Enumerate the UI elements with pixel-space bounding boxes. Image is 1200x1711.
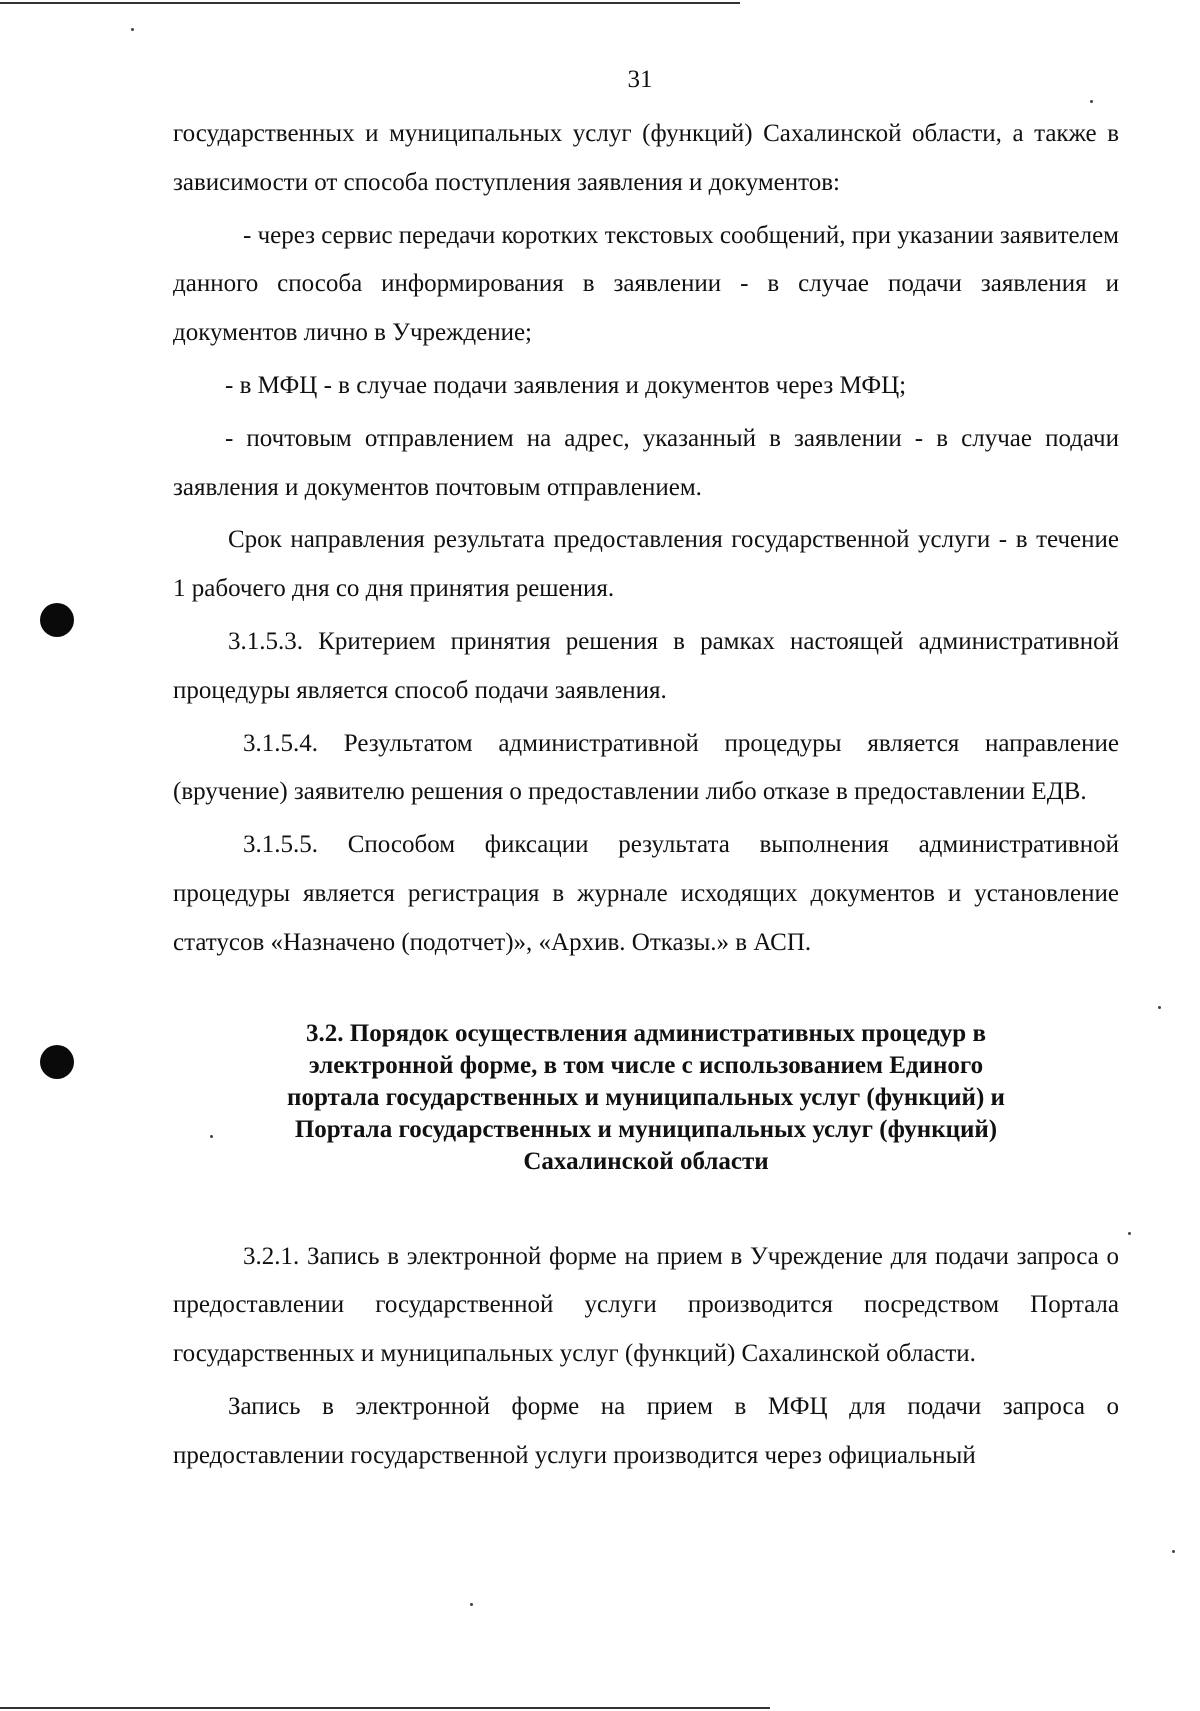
- paragraphs-before: [173, 110, 1119, 968]
- section-heading-line: электронной форме, в том числе с использованием Единого: [308, 1051, 984, 1079]
- paragraph: 3.2.1. Запись в электронной форме на прием в Учреждение для подачи запроса о предоставлении государственной услуги производится посредством Портала государственных и муниципальных услуг (функций) Сахалинской области.: [173, 1242, 1119, 1368]
- scan-speck: [1172, 1550, 1175, 1553]
- scan-speck: [210, 1135, 213, 1138]
- paragraph: Срок направления результата предоставления государственной услуги - в течение 1 рабочего дня со дня принятия решения.: [173, 526, 1119, 603]
- section-heading-line: портала государственных и муниципальных услуг (функций) и: [287, 1083, 1005, 1111]
- paragraph: 3.1.5.5. Способом фиксации результата выполнения административной процедуры является регистрация в журнале исходящих документов и установление статусов «Назначено (подотчет)», «Архив. Отказы.» в АСП.: [173, 831, 1119, 956]
- scan-speck: [470, 1603, 473, 1606]
- paragraph: государственных и муниципальных услуг (функций) Сахалинской области, а также в зависимости от способа поступления заявления и документов:: [173, 120, 1119, 196]
- page-number: 31: [627, 66, 653, 93]
- section-heading-line: 3.2. Порядок осуществления административных процедур в: [306, 1019, 986, 1047]
- punch-hole-icon: [40, 603, 74, 637]
- paragraph: Запись в электронной форме на прием в МФЦ для подачи запроса о предоставлении государственной услуги производится через официальный: [173, 1392, 1119, 1469]
- paragraphs-after: [173, 1233, 1119, 1481]
- section-heading-line: Сахалинской области: [523, 1147, 769, 1175]
- paragraph: - почтовым отправлением на адрес, указанный в заявлении - в случае подачи заявления и документов почтовым отправлением.: [173, 424, 1119, 501]
- document-body: [173, 110, 1119, 1485]
- section-heading-line: Портала государственных и муниципальных услуг (функций): [294, 1115, 998, 1143]
- scan-speck: [131, 28, 134, 31]
- paragraph: 3.1.5.3. Критерием принятия решения в рамках настоящей административной процедуры является способ подачи заявления.: [173, 627, 1119, 704]
- scan-speck: [1158, 1006, 1161, 1009]
- section-heading: [173, 1018, 1119, 1178]
- scan-edge-top: [0, 2, 740, 4]
- scan-edge-bottom: [0, 1707, 770, 1709]
- punch-hole-icon: [40, 1045, 74, 1079]
- scan-speck: [1128, 1232, 1131, 1235]
- paragraph: 3.1.5.4. Результатом административной процедуры является направление (вручение) заявителю решения о предоставлении либо отказе в предоставлении ЕДВ.: [173, 729, 1119, 806]
- paragraph: - в МФЦ - в случае подачи заявления и документов через МФЦ;: [225, 371, 907, 399]
- scan-speck: [1090, 100, 1093, 103]
- paragraph: - через сервис передачи коротких текстовых сообщений, при указании заявителем данного способа информирования в заявлении - в случае подачи заявления и документов лично в Учреждение;: [173, 221, 1119, 347]
